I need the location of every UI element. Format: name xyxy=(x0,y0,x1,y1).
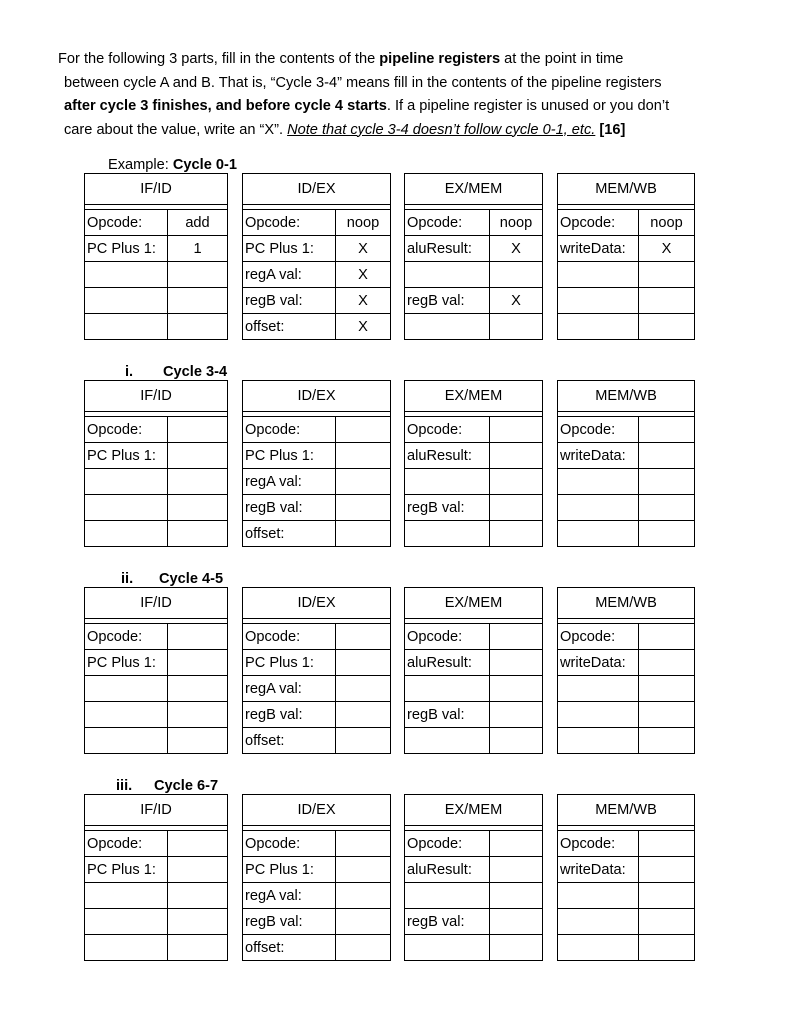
memwb-row-5 xyxy=(558,935,694,961)
field-label: Opcode: xyxy=(558,417,639,443)
memwb-row-3 xyxy=(558,262,694,288)
exmem-row-1 xyxy=(405,417,542,443)
field-value[interactable] xyxy=(490,857,543,883)
ifid-row-3 xyxy=(85,262,227,288)
section-3 xyxy=(0,777,790,967)
exmem-header: EX/MEM xyxy=(405,381,542,412)
field-value: X xyxy=(336,236,391,262)
field-label: Opcode: xyxy=(558,624,639,650)
field-label: aluResult: xyxy=(405,650,490,676)
field-value[interactable] xyxy=(639,650,695,676)
field-value[interactable] xyxy=(490,883,543,909)
exmem-register-table xyxy=(404,794,543,961)
field-label: Opcode: xyxy=(558,210,639,236)
idex-row-3 xyxy=(243,676,390,702)
idex-register-table xyxy=(242,380,391,547)
field-label xyxy=(558,469,639,495)
ifid-header: IF/ID xyxy=(85,795,227,826)
idex-row-5 xyxy=(243,935,390,961)
field-value[interactable] xyxy=(490,443,543,469)
idex-row-5 xyxy=(243,521,390,547)
idex-header: ID/EX xyxy=(243,381,390,412)
field-label: regB val: xyxy=(405,288,490,314)
field-label xyxy=(558,495,639,521)
field-value xyxy=(168,288,228,314)
field-label xyxy=(85,288,168,314)
field-value[interactable] xyxy=(639,417,695,443)
exmem-register-table xyxy=(404,173,543,340)
idex-register-table xyxy=(242,173,391,340)
field-value[interactable] xyxy=(639,935,695,961)
ifid-row-2 xyxy=(85,236,227,262)
field-label xyxy=(558,676,639,702)
field-label xyxy=(405,676,490,702)
memwb-row-4 xyxy=(558,702,694,728)
memwb-row-4 xyxy=(558,495,694,521)
field-value[interactable] xyxy=(490,909,543,935)
field-label: PC Plus 1: xyxy=(243,650,336,676)
memwb-row-2 xyxy=(558,857,694,883)
field-value[interactable] xyxy=(168,521,228,547)
field-value[interactable] xyxy=(490,935,543,961)
field-value[interactable] xyxy=(168,676,228,702)
section-prefix: Example: xyxy=(108,157,173,173)
section-prefix: i. xyxy=(125,364,134,380)
ifid-row-5 xyxy=(85,314,227,340)
exmem-header: EX/MEM xyxy=(405,795,542,826)
field-value[interactable] xyxy=(639,883,695,909)
memwb-row-3 xyxy=(558,469,694,495)
field-value[interactable] xyxy=(336,495,391,521)
field-value[interactable] xyxy=(168,728,228,754)
field-value xyxy=(168,262,228,288)
section-cycle: Cycle 6-7 xyxy=(154,778,219,794)
field-value: add xyxy=(168,210,228,236)
field-value[interactable] xyxy=(168,935,228,961)
section-2 xyxy=(0,570,790,760)
field-value[interactable] xyxy=(336,935,391,961)
memwb-row-2 xyxy=(558,650,694,676)
exmem-row-2 xyxy=(405,857,542,883)
ifid-header: IF/ID xyxy=(85,174,227,205)
exmem-register-table xyxy=(404,587,543,754)
memwb-row-1 xyxy=(558,210,694,236)
field-label xyxy=(558,262,639,288)
field-label xyxy=(85,495,168,521)
field-label: Opcode: xyxy=(558,831,639,857)
field-label xyxy=(405,262,490,288)
section-prefix: iii. xyxy=(116,778,133,794)
field-value: X xyxy=(336,288,391,314)
field-label: PC Plus 1: xyxy=(243,857,336,883)
idex-row-1 xyxy=(243,624,390,650)
field-value[interactable] xyxy=(639,857,695,883)
ifid-row-4 xyxy=(85,495,227,521)
idex-row-2 xyxy=(243,443,390,469)
field-label: PC Plus 1: xyxy=(85,236,168,262)
field-label: offset: xyxy=(243,521,336,547)
idex-row-1 xyxy=(243,417,390,443)
ifid-row-1 xyxy=(85,624,227,650)
field-value[interactable] xyxy=(490,676,543,702)
field-value xyxy=(490,314,543,340)
field-label: Opcode: xyxy=(243,624,336,650)
exmem-row-1 xyxy=(405,210,542,236)
field-value[interactable] xyxy=(336,417,391,443)
field-label: Opcode: xyxy=(405,417,490,443)
field-label xyxy=(405,314,490,340)
section-example xyxy=(0,156,790,346)
field-label: regB val: xyxy=(405,702,490,728)
ifid-row-1 xyxy=(85,831,227,857)
field-value[interactable] xyxy=(639,676,695,702)
field-value: X xyxy=(336,262,391,288)
field-value: noop xyxy=(639,210,695,236)
field-value[interactable] xyxy=(336,624,391,650)
idex-row-5 xyxy=(243,314,390,340)
field-value[interactable] xyxy=(639,443,695,469)
ifid-row-4 xyxy=(85,702,227,728)
field-label: regB val: xyxy=(243,909,336,935)
ifid-register-table xyxy=(84,587,228,754)
field-label xyxy=(85,469,168,495)
ifid-header: IF/ID xyxy=(85,381,227,412)
field-value: X xyxy=(639,236,695,262)
exmem-row-4 xyxy=(405,909,542,935)
ifid-register-table xyxy=(84,794,228,961)
field-value xyxy=(639,288,695,314)
field-label xyxy=(558,883,639,909)
field-value xyxy=(639,262,695,288)
field-value[interactable] xyxy=(490,728,543,754)
field-label: writeData: xyxy=(558,857,639,883)
memwb-row-3 xyxy=(558,676,694,702)
exmem-row-5 xyxy=(405,728,542,754)
section-cycle: Cycle 0-1 xyxy=(172,157,237,173)
section-title xyxy=(116,777,218,795)
field-value[interactable] xyxy=(639,495,695,521)
field-label: Opcode: xyxy=(85,417,168,443)
ifid-header: IF/ID xyxy=(85,588,227,619)
field-label xyxy=(405,935,490,961)
field-label: regA val: xyxy=(243,469,336,495)
memwb-row-4 xyxy=(558,909,694,935)
idex-row-3 xyxy=(243,883,390,909)
memwb-header: MEM/WB xyxy=(558,381,694,412)
ifid-row-2 xyxy=(85,443,227,469)
idex-row-3 xyxy=(243,469,390,495)
field-label: Opcode: xyxy=(243,210,336,236)
field-label: regA val: xyxy=(243,883,336,909)
field-value[interactable] xyxy=(336,650,391,676)
ifid-row-2 xyxy=(85,650,227,676)
field-label: regA val: xyxy=(243,262,336,288)
ifid-register-table xyxy=(84,173,228,340)
idex-row-4 xyxy=(243,702,390,728)
field-label: Opcode: xyxy=(85,624,168,650)
field-value: X xyxy=(490,288,543,314)
idex-row-3 xyxy=(243,262,390,288)
exmem-row-3 xyxy=(405,469,542,495)
field-label xyxy=(405,469,490,495)
field-value[interactable] xyxy=(639,624,695,650)
field-value[interactable] xyxy=(168,417,228,443)
field-label xyxy=(405,728,490,754)
field-label xyxy=(85,883,168,909)
exmem-row-4 xyxy=(405,495,542,521)
ifid-row-1 xyxy=(85,210,227,236)
field-label xyxy=(85,909,168,935)
field-value[interactable] xyxy=(168,650,228,676)
field-label: writeData: xyxy=(558,443,639,469)
exmem-row-4 xyxy=(405,288,542,314)
ifid-row-4 xyxy=(85,288,227,314)
field-value xyxy=(490,262,543,288)
idex-header: ID/EX xyxy=(243,795,390,826)
field-label xyxy=(558,935,639,961)
field-label: PC Plus 1: xyxy=(243,236,336,262)
section-1 xyxy=(0,363,790,553)
exmem-row-5 xyxy=(405,521,542,547)
field-value[interactable] xyxy=(639,521,695,547)
ifid-row-4 xyxy=(85,909,227,935)
field-value[interactable] xyxy=(639,469,695,495)
field-label xyxy=(85,262,168,288)
idex-row-5 xyxy=(243,728,390,754)
ifid-row-1 xyxy=(85,417,227,443)
field-value: X xyxy=(358,318,368,335)
idex-row-4 xyxy=(243,288,390,314)
field-label xyxy=(85,676,168,702)
section-title xyxy=(121,570,223,588)
ifid-row-5 xyxy=(85,728,227,754)
field-label: aluResult: xyxy=(405,236,490,262)
ifid-row-3 xyxy=(85,676,227,702)
field-label xyxy=(405,883,490,909)
ifid-row-3 xyxy=(85,883,227,909)
idex-header: ID/EX xyxy=(243,174,390,205)
field-value[interactable] xyxy=(336,676,391,702)
exmem-row-2 xyxy=(405,650,542,676)
exmem-register-table xyxy=(404,380,543,547)
memwb-row-1 xyxy=(558,831,694,857)
field-label: regB val: xyxy=(243,288,336,314)
field-label: PC Plus 1: xyxy=(85,857,168,883)
field-label xyxy=(558,702,639,728)
field-label xyxy=(558,288,639,314)
memwb-row-1 xyxy=(558,417,694,443)
field-label xyxy=(85,935,168,961)
field-value xyxy=(639,314,695,340)
field-label xyxy=(85,728,168,754)
field-value[interactable] xyxy=(168,624,228,650)
memwb-register-table xyxy=(557,587,695,754)
field-label xyxy=(85,521,168,547)
field-value[interactable] xyxy=(490,624,543,650)
field-value[interactable] xyxy=(490,521,543,547)
exmem-header: EX/MEM xyxy=(405,588,542,619)
section-prefix: ii. xyxy=(121,571,134,587)
field-value[interactable] xyxy=(336,469,391,495)
idex-row-1 xyxy=(243,210,390,236)
field-value[interactable] xyxy=(168,495,228,521)
memwb-header: MEM/WB xyxy=(558,588,694,619)
exmem-row-4 xyxy=(405,702,542,728)
field-value[interactable] xyxy=(336,909,391,935)
field-value[interactable] xyxy=(639,831,695,857)
field-label xyxy=(85,702,168,728)
instructions-line-3: after cycle 3 finishes, and before cycle 4 starts. If a pipeline register is unused or you don’t xyxy=(64,98,670,114)
field-label: aluResult: xyxy=(405,857,490,883)
exmem-row-3 xyxy=(405,883,542,909)
field-value[interactable] xyxy=(639,909,695,935)
field-value[interactable] xyxy=(490,495,543,521)
field-value: noop xyxy=(490,210,543,236)
field-value[interactable] xyxy=(336,857,391,883)
field-value[interactable] xyxy=(336,883,391,909)
idex-row-2 xyxy=(243,236,390,262)
exmem-row-2 xyxy=(405,236,542,262)
idex-row-2 xyxy=(243,650,390,676)
section-cycle: Cycle 4-5 xyxy=(159,571,224,587)
field-value[interactable] xyxy=(490,831,543,857)
field-label: regB val: xyxy=(243,495,336,521)
field-label: Opcode: xyxy=(243,831,336,857)
memwb-register-table xyxy=(557,794,695,961)
exmem-row-1 xyxy=(405,624,542,650)
field-value[interactable] xyxy=(168,857,228,883)
field-label: PC Plus 1: xyxy=(85,443,168,469)
field-value[interactable] xyxy=(336,443,391,469)
field-value[interactable] xyxy=(336,728,391,754)
field-label xyxy=(85,314,168,340)
memwb-row-5 xyxy=(558,728,694,754)
exmem-row-3 xyxy=(405,262,542,288)
ifid-row-5 xyxy=(85,935,227,961)
ifid-register-table xyxy=(84,380,228,547)
memwb-row-2 xyxy=(558,443,694,469)
memwb-header: MEM/WB xyxy=(558,174,694,205)
field-label: offset: xyxy=(243,314,336,340)
field-value[interactable] xyxy=(168,443,228,469)
idex-row-2 xyxy=(243,857,390,883)
field-value[interactable] xyxy=(336,521,391,547)
instructions xyxy=(58,48,758,142)
exmem-row-5 xyxy=(405,935,542,961)
field-label xyxy=(405,521,490,547)
field-label: Opcode: xyxy=(85,210,168,236)
memwb-row-1 xyxy=(558,624,694,650)
field-value[interactable] xyxy=(168,469,228,495)
field-value[interactable] xyxy=(168,831,228,857)
field-label: Opcode: xyxy=(405,831,490,857)
section-title xyxy=(108,156,237,174)
idex-header: ID/EX xyxy=(243,588,390,619)
field-value: X xyxy=(490,236,543,262)
idex-register-table xyxy=(242,794,391,961)
field-label xyxy=(558,314,639,340)
exmem-row-3 xyxy=(405,676,542,702)
field-value[interactable] xyxy=(168,702,228,728)
exmem-row-2 xyxy=(405,443,542,469)
field-value[interactable] xyxy=(336,702,391,728)
field-value[interactable] xyxy=(490,469,543,495)
field-label xyxy=(558,909,639,935)
ifid-row-2 xyxy=(85,857,227,883)
memwb-row-4 xyxy=(558,288,694,314)
field-value: noop xyxy=(336,210,391,236)
memwb-row-5 xyxy=(558,521,694,547)
memwb-row-3 xyxy=(558,883,694,909)
memwb-register-table xyxy=(557,173,695,340)
field-label: Opcode: xyxy=(85,831,168,857)
memwb-register-table xyxy=(557,380,695,547)
memwb-header: MEM/WB xyxy=(558,795,694,826)
memwb-row-5 xyxy=(558,314,694,340)
instructions-line-4: care about the value, write an “X”. Note that cycle 3-4 doesn’t follow cycle 0-1, etc. [16] xyxy=(64,121,626,138)
field-label xyxy=(558,728,639,754)
idex-row-4 xyxy=(243,495,390,521)
field-value[interactable] xyxy=(168,883,228,909)
field-label: PC Plus 1: xyxy=(243,443,336,469)
field-value[interactable] xyxy=(639,702,695,728)
ifid-row-3 xyxy=(85,469,227,495)
idex-register-table xyxy=(242,587,391,754)
instructions-line-1: For the following 3 parts, fill in the contents of the pipeline registers at the point in time xyxy=(58,51,624,67)
instructions-line-2: between cycle A and B. That is, “Cycle 3-4” means fill in the contents of the pipeline registers xyxy=(64,74,662,91)
field-label: PC Plus 1: xyxy=(85,650,168,676)
field-label: regB val: xyxy=(243,702,336,728)
section-cycle: Cycle 3-4 xyxy=(163,364,228,380)
field-value xyxy=(168,314,228,340)
field-value[interactable] xyxy=(490,650,543,676)
ifid-row-5 xyxy=(85,521,227,547)
exmem-row-1 xyxy=(405,831,542,857)
field-label: regB val: xyxy=(405,909,490,935)
field-label: writeData: xyxy=(558,650,639,676)
field-label xyxy=(558,521,639,547)
exmem-row-5 xyxy=(405,314,542,340)
field-value[interactable] xyxy=(639,728,695,754)
field-label: aluResult: xyxy=(405,443,490,469)
memwb-row-2 xyxy=(558,236,694,262)
field-value[interactable] xyxy=(168,909,228,935)
field-label: Opcode: xyxy=(243,417,336,443)
idex-row-4 xyxy=(243,909,390,935)
field-value: 1 xyxy=(168,236,228,262)
field-label: Opcode: xyxy=(405,624,490,650)
field-label: writeData: xyxy=(558,236,639,262)
field-label: regB val: xyxy=(405,495,490,521)
field-label: offset: xyxy=(243,728,336,754)
field-label: regA val: xyxy=(243,676,336,702)
section-title xyxy=(125,363,227,381)
exmem-header: EX/MEM xyxy=(405,174,542,205)
field-value[interactable] xyxy=(490,702,543,728)
field-value[interactable] xyxy=(490,417,543,443)
field-label: offset: xyxy=(243,935,336,961)
field-label: Opcode: xyxy=(405,210,490,236)
field-value[interactable] xyxy=(336,831,391,857)
idex-row-1 xyxy=(243,831,390,857)
